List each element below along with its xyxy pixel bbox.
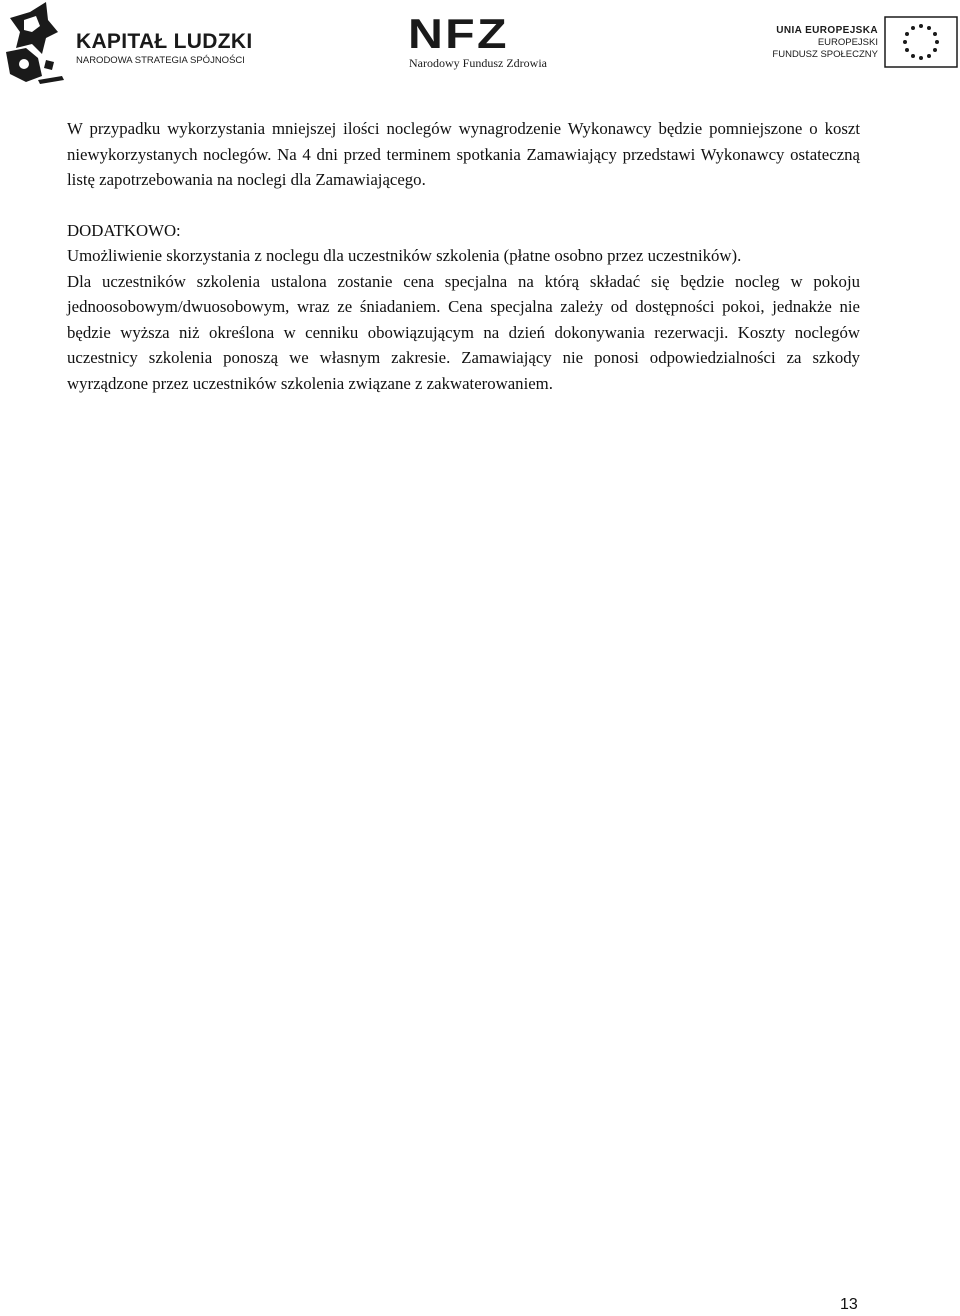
section-heading-dodatkowo: DODATKOWO: (67, 220, 181, 240)
paragraph-accommodation-terms: W przypadku wykorzystania mniejszej ilości noclegów wynagrodzenie Wykonawcy będzie pomniejszone o koszt niewykorzystanych noclegów. Na 4 dni przed terminem spotkania Zamawiający przedstawi Wykonawcy ostateczną listę zapotrzebowania na noclegi dla Zamawiającego. (67, 119, 860, 189)
eu-logo (770, 14, 960, 74)
paragraph-optional-accommodation: Umożliwienie skorzystania z noclegu dla uczestników szkolenia (płatne osobno przez uczestników). (67, 246, 742, 265)
eu-text-block (772, 24, 878, 61)
nfz-mark: NFZ (408, 10, 509, 57)
page-number: 13 (840, 1296, 858, 1313)
paragraph-spacer (67, 193, 860, 218)
page-header (0, 0, 960, 92)
kapital-ludzki-subtitle: NARODOWA STRATEGIA SPÓJNOŚCI (76, 55, 245, 66)
kapital-ludzki-logo (2, 2, 262, 84)
nfz-logo (400, 10, 560, 76)
document-body (67, 116, 860, 396)
eu-fund-line: EUROPEJSKI (817, 37, 878, 48)
kapital-ludzki-emblem-icon (2, 2, 72, 84)
eu-title: UNIA EUROPEJSKA (776, 25, 878, 36)
kapital-ludzki-title: KAPITAŁ LUDZKI (76, 30, 253, 53)
nfz-name: Narodowy Fundusz Zdrowia (409, 56, 547, 70)
eu-fund-line-2: FUNDUSZ SPOŁECZNY (772, 49, 878, 60)
eu-flag-icon (884, 16, 958, 68)
paragraph-special-price: Dla uczestników szkolenia ustalona zostanie cena specjalna na którą składać się będzie nocleg w pokoju jednoosobowym/dwuosobowym, wraz ze śniadaniem. Cena specjalna zależy od dostępności pokoi, jednakże nie będzie wyższa niż określona w cenniku obowiązującym na dzień dokonywania rezerwacji. Koszty noclegów uczestnicy szkolenia ponoszą we własnym zakresie. Zamawiający nie ponosi odpowiedzialności za szkody wyrządzone przez uczestników szkolenia związane z zakwaterowaniem. (67, 271, 860, 393)
